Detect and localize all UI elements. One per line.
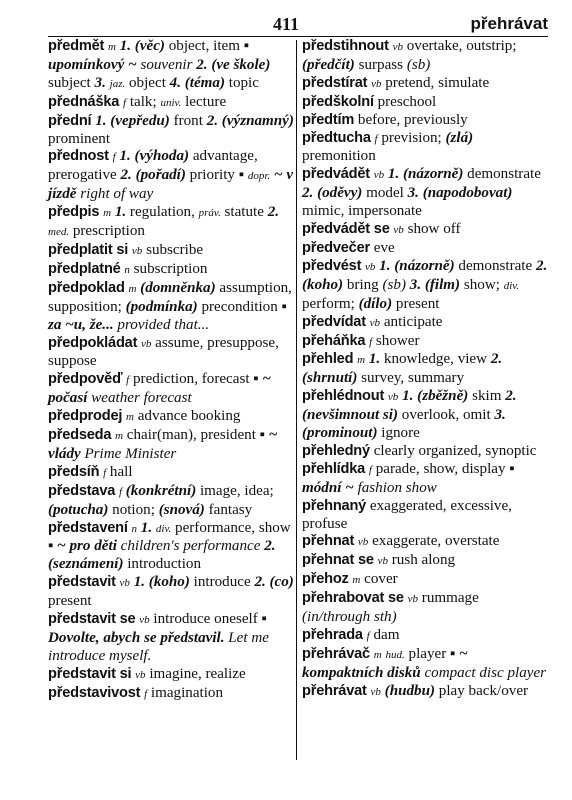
grammar-label: f [368, 463, 372, 476]
sense-marker: 2. (nevšimnout si) [302, 388, 517, 424]
definition-text: model [362, 185, 408, 202]
grammar-label: f [123, 96, 127, 109]
definition-text: provided that... [113, 316, 210, 333]
definition-text: pretend, simulate [381, 74, 490, 91]
grammar-label: vb [139, 614, 150, 627]
definition-text: notion; [108, 501, 159, 518]
headword: předpokládat [48, 334, 138, 351]
definition-text: dam [369, 627, 400, 643]
sense-marker: (potucha) [48, 501, 109, 518]
headword: představit [48, 574, 116, 591]
definition-text: ▪ [281, 298, 287, 315]
definition-text: assume, presuppose, suppose [48, 334, 279, 370]
definition-text: survey, summary [357, 370, 465, 387]
grammar-label: m [107, 41, 116, 53]
sense-marker: 2. (významný) [206, 112, 294, 129]
dictionary-entry [48, 335, 294, 372]
sense-marker: 2. (ve škole) [196, 56, 271, 73]
sense-marker: (dílo) [358, 295, 393, 312]
definition-text: present [48, 593, 92, 610]
sense-marker: ~ v jízdě [48, 167, 294, 203]
sense-marker: 3. (film) [406, 276, 461, 293]
definition-text: image, idea; [196, 482, 274, 499]
dictionary-entry [48, 148, 294, 204]
grammar-label: m [115, 430, 124, 443]
definition-text: ▪ [238, 167, 245, 184]
definition-text: ▪ [243, 38, 250, 54]
definition-text: advantage, prerogative [48, 148, 258, 184]
dictionary-entry [302, 314, 548, 333]
grammar-label: vb [369, 316, 381, 329]
grammar-label: vb [392, 41, 403, 53]
definition-text: statute [220, 204, 268, 221]
page-header [0, 10, 572, 36]
grammar-label: f [144, 687, 148, 700]
headword: přehlídka [302, 460, 366, 477]
headword: předpoklad [48, 279, 125, 296]
definition-text: subscription [129, 260, 208, 277]
sense-marker: ~ počasí [48, 371, 272, 407]
sense-marker: 1. (věc) [115, 38, 165, 54]
dictionary-entry [48, 242, 294, 261]
dictionary-entry [302, 94, 548, 112]
definition-text: performance, show [171, 519, 291, 536]
grammar-label: f [369, 335, 373, 348]
definition-text: play back/over [435, 682, 529, 699]
dictionary-entry [302, 75, 548, 94]
definition-text: (in/through sth) [302, 609, 397, 626]
definition-text: imagination [147, 684, 224, 701]
sense-marker: 1. (vepředu) [95, 112, 170, 129]
sense-marker: 2. (koho) [302, 257, 548, 293]
grammar-label: vb [365, 260, 376, 273]
definition-text: right of way [76, 186, 154, 203]
definition-text: ▪ [509, 460, 515, 477]
grammar-label: n [124, 263, 130, 276]
headword: předplatit si [48, 241, 129, 258]
dictionary-entry [302, 166, 548, 221]
dictionary-entry [48, 427, 294, 464]
headword: přednost [48, 148, 109, 165]
dictionary-entry [302, 443, 548, 461]
definition-text: compact disc player [420, 664, 547, 681]
definition-text: ▪ [259, 427, 266, 444]
headword: přehrávač [302, 645, 370, 662]
headword: předpověď [48, 371, 123, 388]
dictionary-entry [302, 571, 548, 590]
definition-text: weather forecast [87, 390, 192, 407]
dictionary-entry [302, 351, 548, 388]
headword: přehlédnout [302, 388, 385, 405]
dictionary-entry [48, 611, 294, 666]
sense-marker: ~ pro děti [53, 538, 117, 555]
definition-text: introduction [123, 556, 202, 573]
sense-marker: (domněnka) [136, 279, 216, 296]
sense-marker: (hudbu) [380, 682, 435, 699]
grammar-label: vb [141, 337, 152, 350]
definition-text: preschool [373, 93, 437, 110]
definition-text: mimic, impersonate [302, 203, 422, 220]
headword: představení [48, 519, 128, 536]
headword: přední [48, 112, 92, 129]
headword: přehrada [302, 627, 363, 643]
right-column [302, 38, 548, 702]
sense-marker: (předčít) [302, 56, 355, 73]
headword: předseda [48, 427, 112, 444]
definition-text: ignore [377, 425, 420, 442]
definition-text: prediction, forecast [129, 371, 254, 388]
dictionary-entry [302, 590, 548, 627]
definition-text: imagine, realize [145, 665, 246, 682]
grammar-label: m [128, 282, 137, 295]
dictionary-entry [48, 520, 294, 575]
definition-text: hall [106, 463, 133, 480]
headword: předstírat [302, 74, 368, 91]
headword: předpis [48, 204, 100, 221]
definition-text: rush along [387, 552, 456, 569]
definition-text: show; [460, 276, 504, 293]
grammar-label: m [126, 411, 134, 424]
headword: představit si [48, 665, 132, 682]
definition-text: overtake, outstrip; [402, 38, 517, 54]
sense-marker: 3. (napodobovat) [407, 185, 513, 202]
sense-marker: 2. (oděvy) [302, 185, 363, 202]
grammar-label: m [352, 574, 361, 587]
grammar-label: m [357, 354, 366, 367]
definition-text: perform; [302, 295, 359, 312]
headword: představit se [48, 611, 136, 628]
dictionary-entry [48, 94, 294, 113]
sense-marker: 3. (prominout) [302, 407, 506, 442]
definition-text: demonstrate [454, 257, 536, 274]
grammar-label: f [112, 151, 116, 164]
headword: předškolní [302, 93, 374, 110]
sense-marker: (snová) [158, 501, 205, 518]
definition-text: ▪ [450, 645, 456, 662]
dictionary-entry [302, 683, 548, 702]
dictionary-entry [48, 38, 294, 94]
definition-text: introduce [189, 574, 255, 591]
sense-marker: módní ~ [302, 479, 354, 496]
definition-text: cover [360, 571, 398, 588]
dictionary-entry [48, 483, 294, 520]
grammar-label: m [373, 648, 382, 661]
definition-text: parade, show, display [371, 460, 510, 477]
definition-text: introduce oneself [149, 611, 262, 628]
grammar-label: práv. [198, 207, 221, 220]
dictionary-entry [302, 646, 548, 683]
definition-text: premonition [302, 148, 376, 165]
grammar-label: vb [377, 555, 388, 568]
headword: předvádět [302, 166, 370, 183]
definition-text: before, previously [354, 111, 468, 128]
definition-text: ▪ [48, 538, 54, 555]
definition-text: show off [403, 221, 461, 238]
definition-text: object, item [164, 38, 244, 54]
definition-text: regulation, [126, 204, 199, 221]
grammar-label: univ. [160, 96, 182, 109]
header-rule [48, 36, 548, 37]
definition-text: assumption, supposition; [48, 279, 292, 315]
definition-text: prescription [69, 223, 145, 240]
dictionary-entry [302, 533, 548, 552]
dictionary-entry [48, 371, 294, 408]
dictionary-entry [302, 112, 548, 130]
sense-marker: 3. [94, 74, 106, 91]
dictionary-entry [302, 130, 548, 167]
definition-text: topic [225, 74, 259, 91]
grammar-label: vb [119, 577, 130, 590]
headword: předsíň [48, 463, 100, 480]
grammar-label: dopr. [247, 170, 271, 183]
definition-text: Let me introduce myself. [48, 630, 269, 664]
dictionary-entry [48, 408, 294, 427]
sense-marker: 2. (co) [254, 574, 294, 591]
sense-marker: 1. (názorně) [375, 257, 455, 274]
dictionary-entry [48, 464, 294, 483]
definition-text: ▪ [261, 611, 267, 628]
definition-text: fashion show [353, 479, 437, 496]
definition-text: exaggerate, overstate [368, 533, 500, 550]
grammar-label: hud. [385, 648, 405, 661]
definition-text: lecture [181, 93, 227, 110]
sense-marker: 1. (koho) [129, 574, 190, 591]
dictionary-entry [48, 666, 294, 685]
dictionary-entry [302, 388, 548, 443]
dictionary-entry [302, 38, 548, 75]
grammar-label: vb [407, 593, 419, 606]
grammar-label: n [131, 522, 138, 535]
dictionary-entry [302, 627, 548, 646]
grammar-label: jaz. [109, 77, 126, 90]
sense-marker: 2. (shrnutí) [302, 351, 503, 387]
grammar-label: f [366, 630, 370, 642]
headword: předmět [48, 38, 105, 54]
definition-text: demonstrate [463, 166, 541, 183]
sense-marker: upomínkový ~ [48, 56, 137, 73]
dictionary-entry [48, 204, 294, 242]
headword: přehoz [302, 571, 349, 588]
headword: přeháňka [302, 332, 366, 349]
sense-marker: 1. [111, 204, 127, 221]
grammar-label: med. [48, 226, 70, 239]
dictionary-entry [302, 240, 548, 258]
dictionary-entry [302, 552, 548, 571]
definition-text: shower [372, 332, 420, 349]
grammar-label: vb [370, 685, 381, 698]
grammar-label: m [103, 207, 112, 220]
definition-text: clearly organized, synoptic [369, 442, 537, 459]
definition-text: bring [343, 276, 383, 293]
sense-marker: 1. (názorně) [384, 166, 464, 183]
definition-text: Prime Minister [80, 445, 177, 462]
definition-text: subscribe [142, 241, 204, 258]
page-number: 411 [272, 14, 299, 34]
grammar-label: div. [155, 522, 172, 535]
dictionary-entry [48, 574, 294, 611]
sense-marker: (konkrétní) [122, 482, 197, 499]
headword: přehnat se [302, 552, 374, 569]
sense-marker: 1. (zběžně) [398, 388, 469, 405]
sense-marker: (podmínka) [125, 298, 198, 315]
definition-text: prominent [48, 130, 111, 147]
sense-marker: 2. [267, 204, 280, 221]
sense-marker: 1. (výhoda) [115, 148, 190, 165]
dictionary-entry [302, 333, 548, 352]
dictionary-entry [48, 261, 294, 280]
headword: přehnat [302, 533, 355, 550]
definition-text: rummage [418, 590, 479, 607]
sense-marker: Dovolte, abych se představil. [48, 630, 225, 646]
sense-marker: za ~u, že... [48, 316, 114, 333]
definition-text: overlook, omit [398, 407, 495, 424]
definition-text: front [169, 112, 207, 129]
dictionary-entry [302, 461, 548, 498]
headword: přehnaný [302, 497, 367, 514]
dictionary-entry [48, 685, 294, 704]
grammar-label: f [103, 466, 107, 479]
definition-text: children's performance [116, 538, 265, 555]
definition-text: ▪ [253, 371, 259, 388]
grammar-label: div. [503, 279, 520, 292]
headword: přehrabovat se [302, 590, 404, 607]
headword: předvádět se [302, 221, 390, 238]
headword: předstihnout [302, 38, 389, 54]
headword: předtucha [302, 129, 371, 146]
definition-text: object [125, 74, 170, 91]
grammar-label: vb [135, 668, 146, 681]
headword: přehledný [302, 442, 370, 459]
headword: předvečer [302, 239, 370, 256]
definition-text: talk; [126, 93, 161, 110]
definition-text: skim [468, 388, 506, 405]
definition-text: eve [369, 239, 395, 256]
grammar-label: vb [357, 536, 369, 549]
sense-marker: 4. (téma) [169, 74, 225, 91]
column-divider [296, 40, 297, 760]
sense-marker: ~ vlády [48, 427, 278, 462]
sense-marker: 2. (pořadí) [120, 167, 186, 184]
grammar-label: vb [373, 169, 385, 182]
definition-text: surpass [354, 56, 407, 73]
grammar-label: vb [393, 224, 404, 237]
grammar-label: f [118, 485, 122, 498]
guide-word: přehrávat [470, 14, 548, 33]
headword: představivost [48, 684, 141, 701]
grammar-label: vb [371, 77, 382, 90]
definition-text: subject [48, 74, 95, 91]
dictionary-entry [302, 498, 548, 534]
definition-text: advance booking [133, 408, 241, 425]
sense-marker: 1. [137, 519, 153, 536]
definition-text: (sb) [382, 276, 406, 293]
definition-text: fantasy [204, 501, 253, 518]
dictionary-entry [302, 221, 548, 240]
grammar-label: vb [387, 391, 399, 404]
definition-text: knowledge, view [380, 351, 491, 368]
headword: předplatné [48, 260, 121, 277]
sense-marker: 1. [365, 351, 381, 368]
sense-marker: ~ kompaktních disků [302, 645, 468, 681]
headword: přednáška [48, 93, 120, 110]
grammar-label: vb [131, 244, 143, 257]
sense-marker: (zlá) [445, 129, 474, 146]
headword: přehrávat [302, 682, 367, 699]
definition-text: player [404, 645, 451, 662]
definition-text: anticipate [380, 313, 443, 330]
definition-text: exaggerated, excessive, profuse [302, 497, 512, 532]
dictionary-entry [48, 280, 294, 335]
headword: předtím [302, 111, 355, 128]
definition-text: prevision; [377, 129, 446, 146]
left-column [48, 38, 294, 704]
dictionary-entry [48, 113, 294, 149]
definition-text: (sb) [406, 56, 431, 73]
headword: představa [48, 482, 116, 499]
headword: předprodej [48, 408, 123, 425]
headword: předvést [302, 257, 362, 274]
definition-text: present [392, 295, 440, 312]
definition-text: precondition [197, 298, 282, 315]
grammar-label: f [126, 374, 130, 387]
sense-marker: 2. (seznámení) [48, 538, 276, 573]
definition-text: souvenir [136, 56, 197, 73]
headword: předvídat [302, 313, 366, 330]
definition-text: priority [185, 167, 239, 184]
definition-text: chair(man), president [123, 427, 260, 444]
headword: přehled [302, 351, 354, 368]
dictionary-entry [302, 258, 548, 314]
grammar-label: f [374, 132, 378, 145]
